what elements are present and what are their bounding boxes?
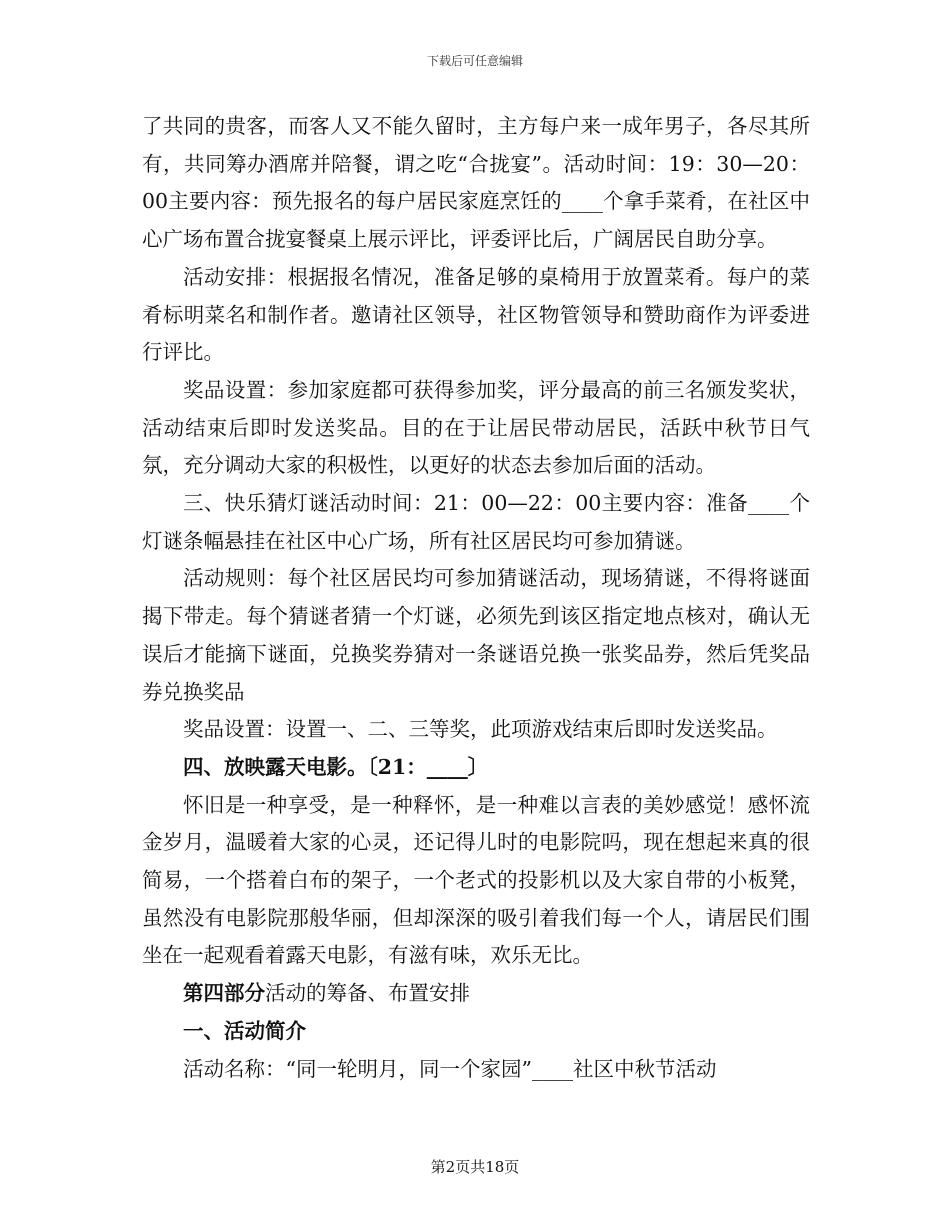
heading-outdoor-movie: 四、放映露天电影。〔21：____〕	[183, 754, 489, 779]
page-number: 第2页共18页	[430, 1158, 520, 1176]
paragraph-activity-arrangement: 活动安排：根据报名情况，准备足够的桌椅用于放置菜肴。每户的菜肴标明菜名和制作者。邀请社区领导，社区物管领导和赞助商作为评委进行评比。	[142, 264, 810, 365]
paragraph-lantern-riddles: 三、快乐猜灯谜活动时间：21：00—22：00主要内容：准备____个灯谜条幅悬挂在社区中心广场，所有社区居民均可参加猜谜。	[142, 491, 810, 553]
paragraph-prize-setting: 奖品设置：参加家庭都可获得参加奖，评分最高的前三名颁发奖状，活动结束后即时发送奖品。目的在于让居民带动居民，活跃中秋节日气氛，充分调动大家的积极性，以更好的状态去参加后面的活动。	[142, 377, 810, 478]
page-header-note: 下载后可任意编辑	[426, 54, 523, 68]
paragraph-nostalgia: 怀旧是一种享受，是一种释怀，是一种难以言表的美妙感觉！感怀流金岁月，温暖着大家的心灵，还记得儿时的电影院吗，现在想起来真的很简易，一个搭着白布的架子，一个老式的投影机以及大家自带的小板凳，虽然没有电影院那般华丽，但却深深的吸引着我们每一个人，请居民们围坐在一起观看着露天电影，有滋有味，欢乐无比。	[142, 792, 810, 968]
heading-activity-intro: 一、活动简介	[183, 1018, 306, 1043]
paragraph-riddle-rules: 活动规则：每个社区居民均可参加猜谜活动，现场猜谜，不得将谜面揭下带走。每个猜谜者猜一个灯谜，必须先到该区指定地点核对，确认无误后才能摘下谜面，兑换奖券猜对一条谜语兑换一张奖品券，然后凭奖品券兑换奖品	[142, 566, 810, 704]
document-body	[142, 108, 810, 1088]
part-four-label: 第四部分	[183, 981, 265, 1006]
part-four-title: 活动的筹备、布置安排	[265, 981, 470, 1006]
paragraph-riddle-prizes: 奖品设置：设置一、二、三等奖，此项游戏结束后即时发送奖品。	[183, 717, 778, 742]
paragraph-banquet-content: 了共同的贵客，而客人又不能久留时，主方每户来一成年男子，各尽其所有，共同筹办酒席并陪餐，谓之吃“合拢宴”。活动时间：19：30—20：00主要内容：预先报名的每户居民家庭烹饪的____个拿手菜肴，在社区中心广场布置合拢宴餐桌上展示评比，评委评比后，广阔居民自助分享。	[142, 114, 810, 252]
paragraph-part-four	[142, 975, 810, 1013]
paragraph-activity-name: 活动名称：“同一轮明月，同一个家园”____社区中秋节活动	[183, 1056, 717, 1081]
